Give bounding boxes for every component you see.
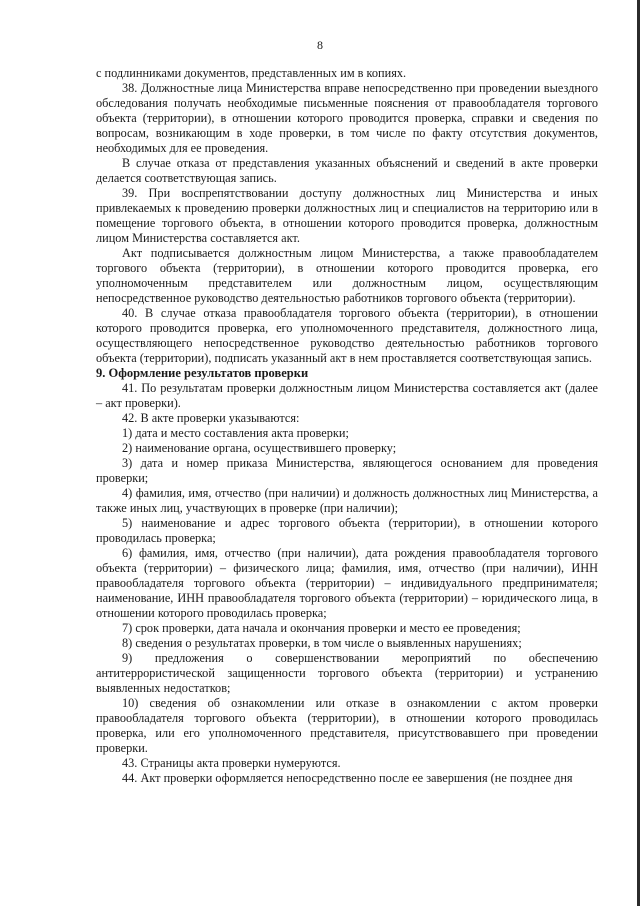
list-item: 9) предложения о совершенствовании мероприятий по обеспечению антитеррористической защищенности торгового объекта (территории) и устранению выявленных недостатков; <box>96 651 598 695</box>
list-item: 6) фамилия, имя, отчество (при наличии), дата рождения правообладателя торгового объекта (территории) – физического лица; фамилия, имя, отчество (при наличии), ИНН правообладателя торгового объекта (территории) – индивидуального предпринимателя; наименование, ИНН правообладателя торгового объекта (территории) – юридического лица, в отношении которого проводилась проверка; <box>96 546 598 620</box>
paragraph: с подлинниками документов, представленных им в копиях. <box>96 66 407 80</box>
section-heading: 9. Оформление результатов проверки <box>96 366 309 380</box>
paragraph: 43. Страницы акта проверки нумеруются. <box>122 756 341 770</box>
paragraph: Акт подписывается должностным лицом Министерства, а также правообладателем торгового объекта (территории), в отношении которого проводится проверка, его уполномоченным представителем или должностным лицом, осуществляющим непосредственное руководство деятельностью работников торгового объекта (территории). <box>96 246 598 305</box>
list-item: 5) наименование и адрес торгового объекта (территории), в отношении которого проводилась проверка; <box>96 516 598 545</box>
paragraph: В случае отказа от представления указанных объяснений и сведений в акте проверки делается соответствующая запись. <box>96 156 598 185</box>
list-item: 10) сведения об ознакомлении или отказе в ознакомлении с актом проверки правообладателя торгового объекта (территории), в отношении которого проводилась проверка, или его уполномоченного представителя, присутствовавшего при проведении проверки. <box>96 696 598 755</box>
page-number: 8 <box>317 38 323 52</box>
list-item: 8) сведения о результатах проверки, в том числе о выявленных нарушениях; <box>122 636 522 650</box>
list-item: 2) наименование органа, осуществившего проверку; <box>122 441 397 455</box>
paragraph: 38. Должностные лица Министерства вправе непосредственно при проведении выездного обследования получать необходимые письменные пояснения от правообладателя торгового объекта (территории), в отношении которого проводится проверка, справки и сведения по вопросам, возникающим в ходе проверки, в том числе по факту отсутствия документов, необходимых для ее проведения. <box>96 81 598 155</box>
list-item: 3) дата и номер приказа Министерства, являющегося основанием для проведения проверки; <box>96 456 598 485</box>
paragraph: 40. В случае отказа правообладателя торгового объекта (территории), в отношении которого проводится проверка, его уполномоченного представителя, должностного лица, осуществляющего непосредственное руководство деятельностью работников торгового объекта (территории), подписать указанный акт в нем проставляется соответствующая запись. <box>96 306 598 365</box>
paragraph: 41. По результатам проверки должностным лицом Министерства составляется акт (далее – акт проверки). <box>96 381 598 410</box>
paragraph: 44. Акт проверки оформляется непосредственно после ее завершения (не позднее дня <box>122 771 573 785</box>
list-item: 1) дата и место составления акта проверки; <box>122 426 349 440</box>
document-body <box>96 66 598 786</box>
paragraph: 39. При воспрепятствовании доступу должностных лиц Министерства и иных привлекаемых к проведению проверки должностных лиц и специалистов на территорию или в помещение торгового объекта, в отношении которого проводится проверка, должностным лицом Министерства составляется акт. <box>96 186 598 245</box>
paragraph: 42. В акте проверки указываются: <box>122 411 300 425</box>
list-item: 7) срок проверки, дата начала и окончания проверки и место ее проведения; <box>122 621 521 635</box>
list-item: 4) фамилия, имя, отчество (при наличии) и должность должностных лиц Министерства, а также иных лиц, участвующих в проверке (при наличии); <box>96 486 598 515</box>
